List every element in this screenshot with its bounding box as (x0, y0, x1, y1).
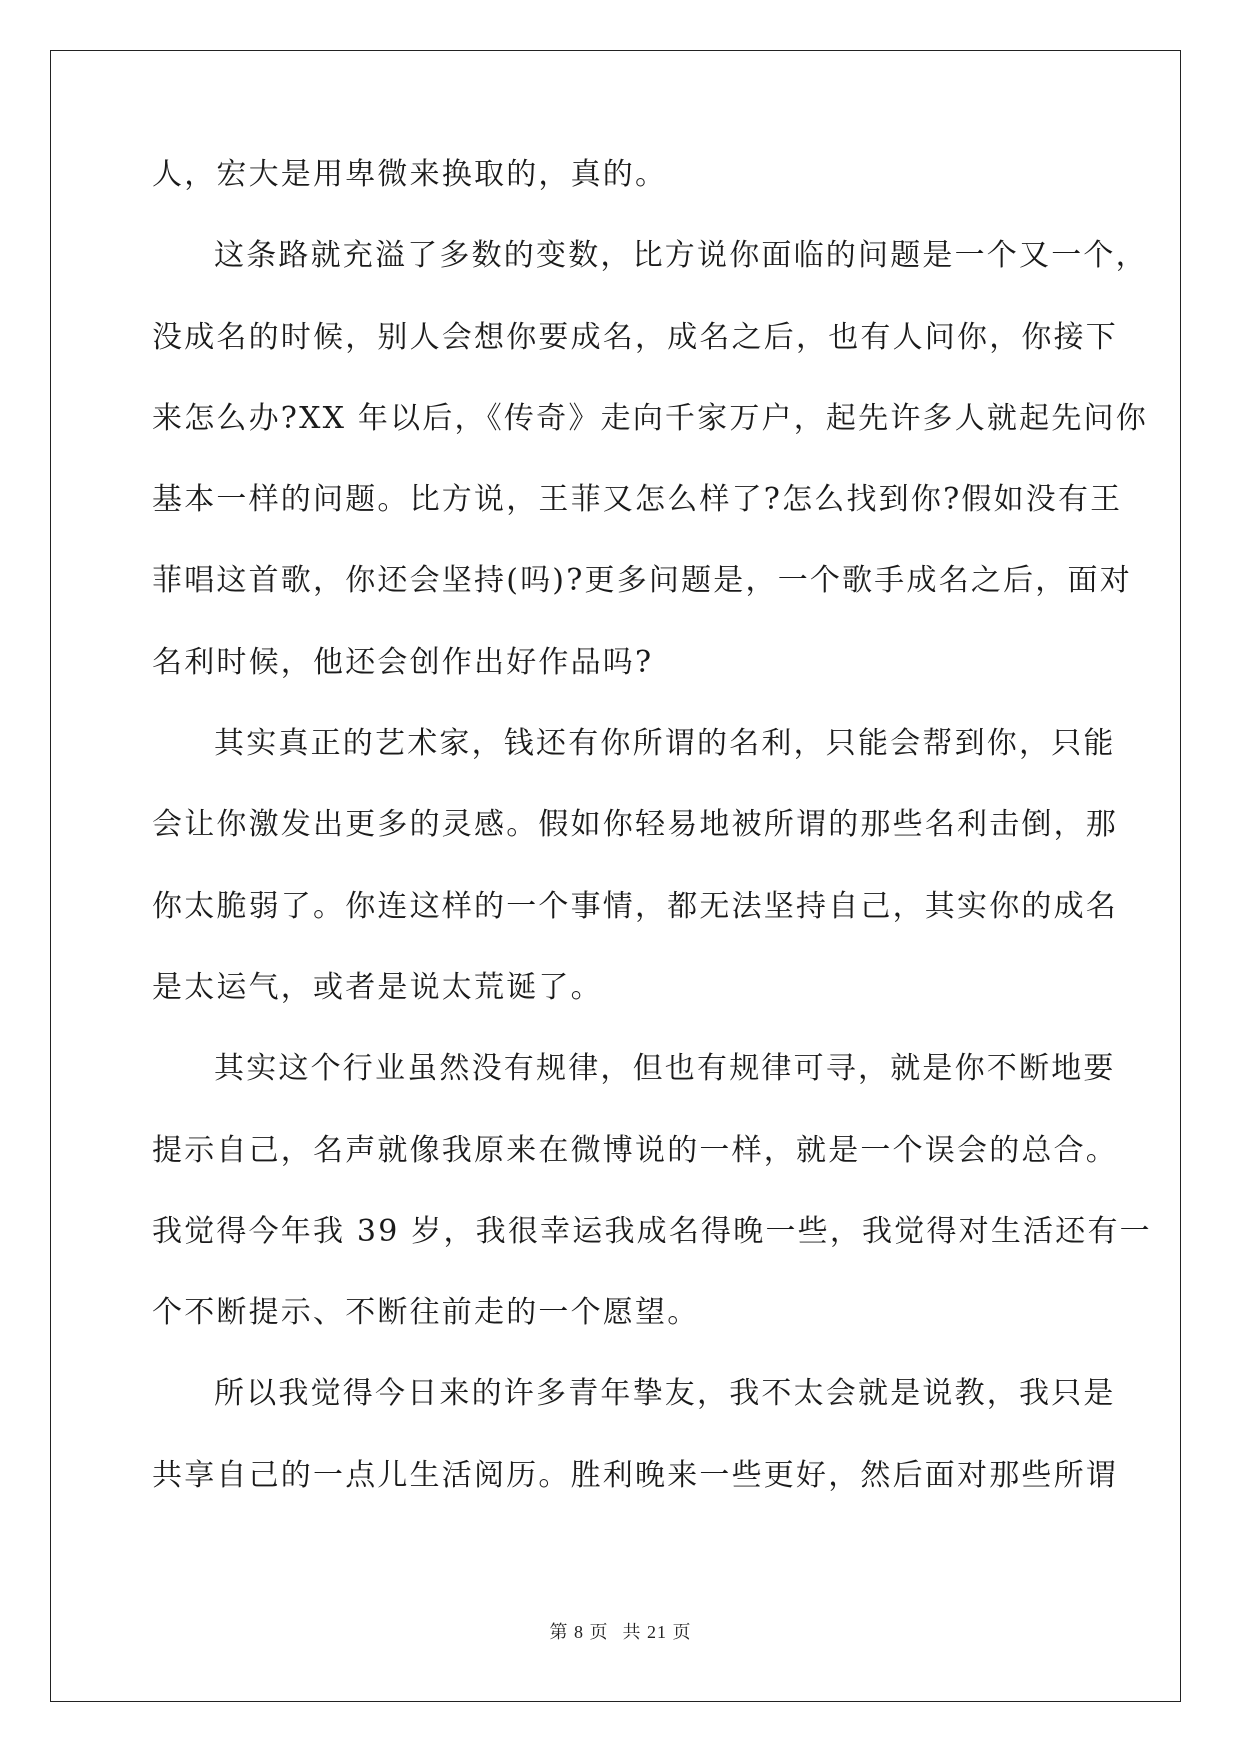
text-line: 这条路就充溢了多数的变数，比方说你面临的问题是一个又一个， (214, 238, 1148, 274)
text-line: 个不断提示、不断往前走的一个愿望。 (152, 1295, 700, 1331)
document-body (152, 155, 1152, 1537)
text-line: 共享自己的一点儿生活阅历。胜利晚来一些更好，然后面对那些所谓 (152, 1457, 1118, 1493)
text-line: 人，宏大是用卑微来换取的，真的。 (152, 157, 668, 192)
text-line: 我觉得今年我 39 岁，我很幸运我成名得晚一些，我觉得对生活还有一 (152, 1213, 1152, 1249)
text-line: 其实这个行业虽然没有规律，但也有规律可寻，就是你不断地要 (214, 1051, 1116, 1087)
text-line: 没成名的时候，别人会想你要成名，成名之后，也有人问你，你接下 (152, 319, 1118, 355)
page-total: 共 21 页 (622, 1622, 692, 1642)
text-line: 其实真正的艺术家，钱还有你所谓的名利，只能会帮到你，只能 (214, 726, 1116, 762)
text-line: 名利时候，他还会创作出好作品吗? (152, 644, 654, 680)
text-line: 提示自己，名声就像我原来在微博说的一样，就是一个误会的总合。 (152, 1132, 1118, 1168)
text-line: 你太脆弱了。你连这样的一个事情，都无法坚持自己，其实你的成名 (152, 888, 1118, 924)
text-line: 菲唱这首歌，你还会坚持(吗)?更多问题是，一个歌手成名之后，面对 (152, 563, 1132, 599)
text-line: 会让你激发出更多的灵感。假如你轻易地被所谓的那些名利击倒，那 (152, 807, 1118, 843)
page-number: 第 8 页 (549, 1622, 609, 1642)
text-line: 所以我觉得今日来的许多青年挚友，我不太会就是说教，我只是 (214, 1376, 1116, 1412)
text-line: 来怎么办?XX 年以后，《传奇》走向千家万户，起先许多人就起先问你 (152, 400, 1148, 436)
text-line: 基本一样的问题。比方说，王菲又怎么样了?怎么找到你?假如没有王 (152, 482, 1123, 518)
page-footer (0, 1618, 1241, 1644)
text-line: 是太运气，或者是说太荒诞了。 (152, 969, 603, 1005)
